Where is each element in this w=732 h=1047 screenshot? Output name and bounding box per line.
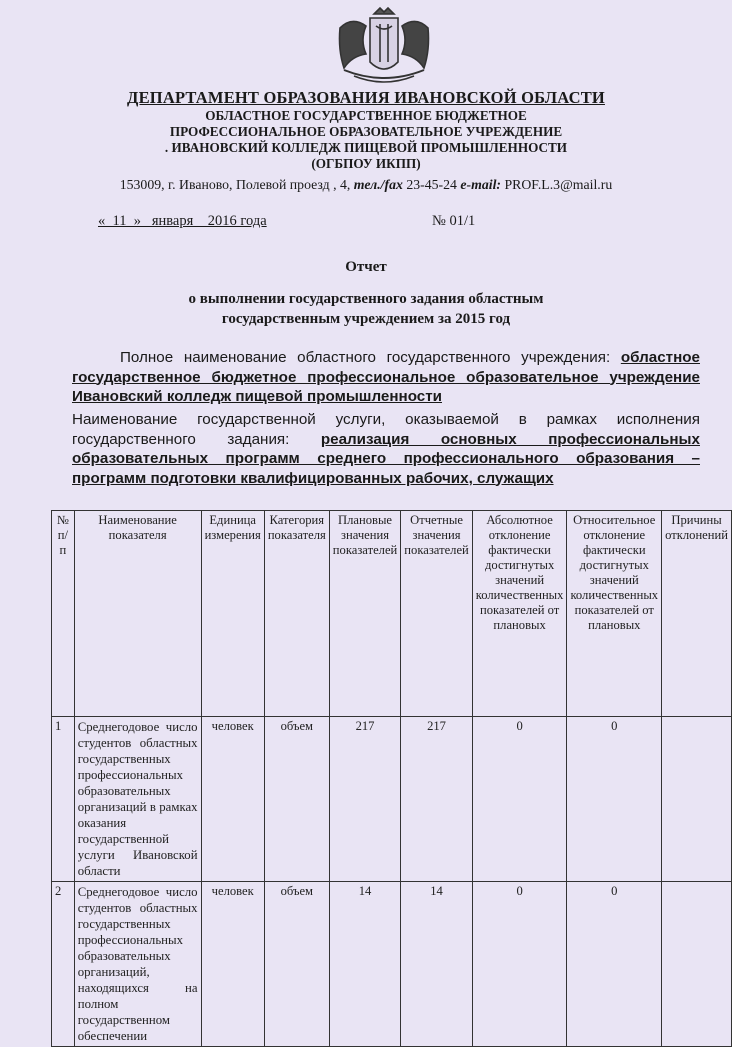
row-name: Среднегодовое число студентов областных государственных профессиональных образовательных организаций в рамках оказания государственной услуги Ивановской области — [74, 717, 201, 882]
phone-label: тел./fax — [353, 177, 403, 192]
header-unit: Единица измерения — [201, 511, 264, 717]
service-name: реализация основных профессиональных образовательных программ среднего профессионального образования – программ подготовки квалифицированных рабочих, служащих — [72, 430, 700, 487]
institution-line-1: ОБЛАСТНОЕ ГОСУДАРСТВЕННОЕ БЮДЖЕТНОЕ — [205, 108, 527, 123]
institution-abbrev: (ОГБПОУ ИКПП) — [311, 156, 421, 171]
address: 153009, г. Иваново, Полевой проезд , 4, — [119, 177, 351, 192]
header-planned: Плановые значения показателей — [329, 511, 401, 717]
institution-label: Полное наименование областного государственного учреждения: — [120, 349, 611, 366]
document-number: № 01/1 — [432, 213, 476, 229]
row-rel-deviation: 0 — [567, 717, 662, 882]
institution-line-2: ПРОФЕССИОНАЛЬНОЕ ОБРАЗОВАТЕЛЬНОЕ УЧРЕЖДЕНИЕ — [169, 124, 563, 139]
header-reported: Отчетные значения показателей — [401, 511, 473, 717]
row-name: Среднегодовое число студентов областных государственных профессиональных образовательных организаций, находящихся на полном государственном обеспечении — [74, 882, 201, 1047]
header-reasons: Причины отклонений — [662, 511, 732, 717]
row-abs-deviation: 0 — [472, 717, 567, 882]
table-row — [52, 882, 732, 1047]
header-abs-deviation: Абсолютное отклонение фактически достигнутых значений количественных показателей от плановых — [472, 511, 567, 717]
row-reported: 14 — [401, 882, 473, 1047]
email-label: e-mail: — [460, 177, 501, 192]
institution-full-name: областное государственное бюджетное профессиональное образовательное учреждение Ивановский колледж пищевой промышленности — [72, 349, 700, 405]
row-planned: 217 — [329, 717, 401, 882]
row-category: объем — [264, 717, 329, 882]
department-name: ДЕПАРТАМЕНТ ОБРАЗОВАНИЯ ИВАНОВСКОЙ ОБЛАСТИ — [127, 88, 605, 107]
header-rel-deviation: Относительное отклонение фактически достигнутых значений количественных показателей от плановых — [567, 511, 662, 717]
report-subtitle-2: государственным учреждением за 2015 год — [221, 311, 511, 327]
phone: 23-45-24 — [406, 177, 457, 192]
header-name: Наименование показателя — [74, 511, 201, 717]
row-unit: человек — [201, 717, 264, 882]
report-title: Отчет — [345, 259, 387, 275]
service-label: Наименование государственной услуги, оказываемой в рамках исполнения государственного задания: — [72, 411, 700, 448]
row-planned: 14 — [329, 882, 401, 1047]
row-reported: 217 — [401, 717, 473, 882]
address-line — [0, 177, 732, 193]
table-header-row — [52, 511, 732, 717]
row-num: 2 — [52, 882, 75, 1047]
document-date: « 11 » января 2016 года — [98, 213, 267, 229]
row-unit: человек — [201, 882, 264, 1047]
coat-of-arms-emblem — [330, 6, 438, 86]
report-subtitle-1: о выполнении государственного задания областным — [188, 291, 544, 307]
table-row — [52, 717, 732, 882]
row-abs-deviation: 0 — [472, 882, 567, 1047]
header-category: Категория показателя — [264, 511, 329, 717]
row-category: объем — [264, 882, 329, 1047]
institution-line-3: . ИВАНОВСКИЙ КОЛЛЕДЖ ПИЩЕВОЙ ПРОМЫШЛЕННОСТИ — [164, 140, 568, 155]
email: PROF.L.3@mail.ru — [504, 177, 613, 192]
service-paragraph — [72, 410, 700, 488]
row-reasons — [662, 717, 732, 882]
row-reasons — [662, 882, 732, 1047]
indicators-table — [51, 510, 732, 1047]
row-num: 1 — [52, 717, 75, 882]
institution-paragraph — [72, 348, 700, 407]
row-rel-deviation: 0 — [567, 882, 662, 1047]
header-num: № п/п — [52, 511, 75, 717]
